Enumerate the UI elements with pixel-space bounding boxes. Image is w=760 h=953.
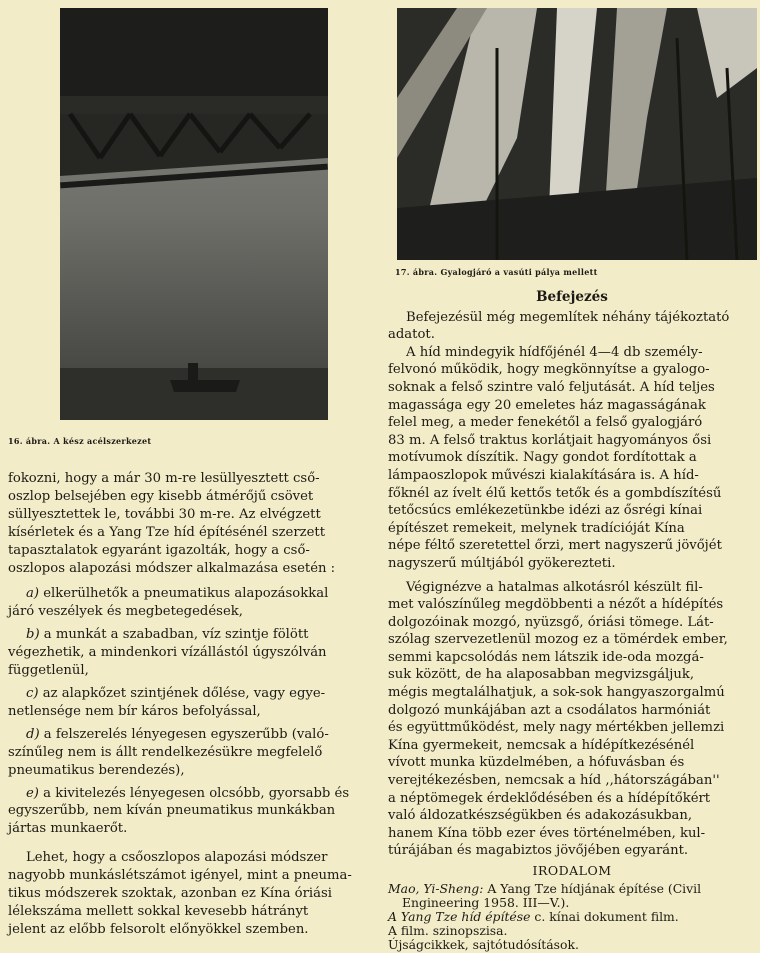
text-line: a felszerelés lényegesen egyszerűbb (való- — [43, 726, 329, 742]
text-line: nagyobb munkáslétszámot igényel, mint a pneuma- — [8, 868, 352, 884]
text-line: tikus módszerek szoktak, azonban ez Kína óriási — [8, 886, 332, 902]
closing-paragraph — [8, 849, 370, 939]
text-line: a kivitelezés lényegesen olcsóbb, gyorsabb és — [43, 785, 350, 801]
text-line: mégis megtalálhatjuk, a sok-sok hangyaszorgalmú — [388, 685, 725, 701]
text-line: jártas munkaerőt. — [8, 821, 128, 837]
text-line: dolgozó munkájában azt a csodálatos harmóniát — [388, 702, 711, 718]
text-line: való áldozatkészségükben és adakozásukban, — [388, 808, 693, 824]
text-line: jelent az előbb felsorolt előnyökkel szemben. — [8, 921, 309, 937]
text-line: verejtékezésben, nemcsak a híd ,,hátországában'' — [388, 773, 720, 789]
text-line: met valószínűleg megdöbbenti a nézőt a hídépítés — [388, 597, 724, 613]
item-marker: e) — [26, 785, 39, 801]
list-item-a — [8, 585, 370, 621]
text-line: építészet remekeit, melynek tradícióját Kína — [388, 520, 685, 536]
text-line: vívott munka küzdelmében, a hófuvásban és — [388, 755, 685, 771]
reference-item — [388, 910, 756, 924]
reference-author: A Yang Tze híd építése — [388, 909, 531, 924]
text-line: tetőcsúcs emlékezetünkbe idézi az ősrégi kínai — [388, 503, 703, 519]
text-line: hanem Kína több ezer éves történelmében, kul- — [388, 825, 706, 841]
figure-17-caption: 17. ábra. Gyalogjáró a vasúti pálya mellett — [395, 267, 598, 277]
text-line: felvonó működik, hogy megkönnyítse a gyalogo- — [388, 362, 710, 378]
text-line: dolgozóinak mozgó, nyüzsgő, óriási tömege. Lát- — [388, 614, 714, 630]
figure-16-photo — [60, 8, 328, 420]
item-marker: a) — [26, 586, 40, 602]
text-line: oszlop belsejében egy kisebb átmérőjű csövet — [8, 488, 314, 504]
text-line: függetlenül, — [8, 663, 89, 679]
list-item-e — [8, 785, 370, 839]
text-line: színűleg nem is állt rendelkezésükre megfelelő — [8, 744, 323, 760]
text-line: tapasztalatok egyaránt igazolták, hogy a cső- — [8, 542, 310, 558]
text-line: fokozni, hogy a már 30 m-re lesüllyesztett cső- — [8, 471, 320, 486]
text-line: süllyesztettek le, további 30 m-re. Az elvégzett — [8, 506, 321, 522]
reference-text: A Yang Tze hídjának építése (Civil Engineering 1958. III—V.). — [402, 880, 702, 910]
section-heading: Befejezés — [536, 289, 608, 305]
text-line: járó veszélyek és megbetegedések, — [8, 604, 243, 620]
text-line: a munkát a szabadban, víz szintje fölött — [43, 627, 309, 643]
text-line: 83 m. A felső traktus korlátjait hagyományos ősi — [388, 432, 712, 448]
item-marker: c) — [26, 685, 39, 701]
right-column — [388, 289, 756, 953]
text-line: netlensége nem bír káros befolyással, — [8, 703, 261, 719]
text-line: adatot. — [388, 327, 435, 343]
list-item-c — [8, 685, 370, 721]
list-item-d — [8, 726, 370, 780]
list-item-b — [8, 626, 370, 680]
figure-16-caption: 16. ábra. A kész acélszerkezet — [8, 436, 152, 446]
item-marker: b) — [26, 627, 40, 643]
text-line: népe féltő szeretettel őrzi, mert nagyszerű jövőjét — [388, 538, 722, 554]
text-line: felel meg, a meder fenekétől a felső gyalogjáró — [388, 415, 703, 431]
text-line: egyszerűbb, nem kíván pneumatikus munkákban — [8, 803, 336, 819]
text-line: Lehet, hogy a csőoszlopos alapozási módszer — [26, 850, 328, 866]
reference-author: Mao, Yi-Sheng: — [388, 880, 484, 896]
text-line: végezhetik, a mindenkori vízállástól úgyszólván — [8, 645, 327, 661]
text-line: soknak a felső szintre való feljutását. A híd teljes — [388, 379, 715, 395]
text-line: és együttműködést, mely nagy mértékben jellemzi — [388, 720, 725, 736]
reference-text: c. kínai dokument film. — [534, 909, 679, 924]
text-line: főknél az ívelt élű kettős tetők és a gombdíszítésű — [388, 485, 722, 501]
text-line: túrájában és magabiztos jövőjében egyaránt. — [388, 843, 689, 859]
reference-item: A film. szinopszisa. — [388, 923, 508, 939]
text-line: kísérletek és a Yang Tze híd építésénél szerzett — [8, 524, 325, 540]
references-heading: IRODALOM — [532, 863, 612, 878]
text-line: semmi kapcsolódás nem látszik ide-oda mozgá- — [388, 649, 704, 665]
text-line: az alapkőzet szintjének dőlése, vagy egye- — [42, 685, 326, 701]
text-line: magassága egy 20 emeletes ház magasságának — [388, 397, 706, 413]
paragraph-3 — [388, 579, 756, 861]
left-column — [8, 470, 370, 939]
intro-paragraph — [8, 470, 370, 577]
text-line: Kína gyermekeit, nemcsak a hídépítkezésénél — [388, 737, 695, 753]
text-line: motívumok díszítik. Nagy gondot fordítottak a — [388, 450, 697, 466]
text-line: Befejezésül még megemlítek néhány tájékoztató — [406, 309, 730, 325]
text-line: lámpaoszlopok művészi kialakítására is. A híd- — [388, 467, 699, 483]
text-line: szólag szervezetlenül mozog ez a tömérdek ember, — [388, 632, 728, 648]
references-list — [388, 882, 756, 953]
reference-item: Újságcikkek, sajtótudósítások. — [388, 937, 579, 953]
text-line: Végignézve a hatalmas alkotásról készült fil- — [406, 579, 703, 595]
text-line: nagyszerű múltjából gyökerezteti. — [388, 555, 616, 571]
item-marker: d) — [26, 726, 40, 742]
figure-17-photo — [397, 8, 757, 260]
text-line: pneumatikus berendezés), — [8, 762, 185, 778]
text-line: suk között, de ha alaposabban megvizsgáljuk, — [388, 667, 695, 683]
text-line: A híd mindegyik hídfőjénél 4—4 db személy- — [406, 344, 703, 360]
reference-item — [388, 882, 756, 910]
text-line: oszlopos alapozási módszer alkalmazása esetén : — [8, 560, 336, 576]
paragraph-2 — [388, 344, 756, 573]
text-line: elkerülhetők a pneumatikus alapozásokkal — [43, 586, 329, 602]
paragraph-1 — [388, 309, 756, 344]
text-line: lélekszáma mellett sokkal kevesebb hátrányt — [8, 903, 309, 919]
text-line: a néptömegek érdeklődésében és a hídépítőkért — [388, 790, 711, 806]
